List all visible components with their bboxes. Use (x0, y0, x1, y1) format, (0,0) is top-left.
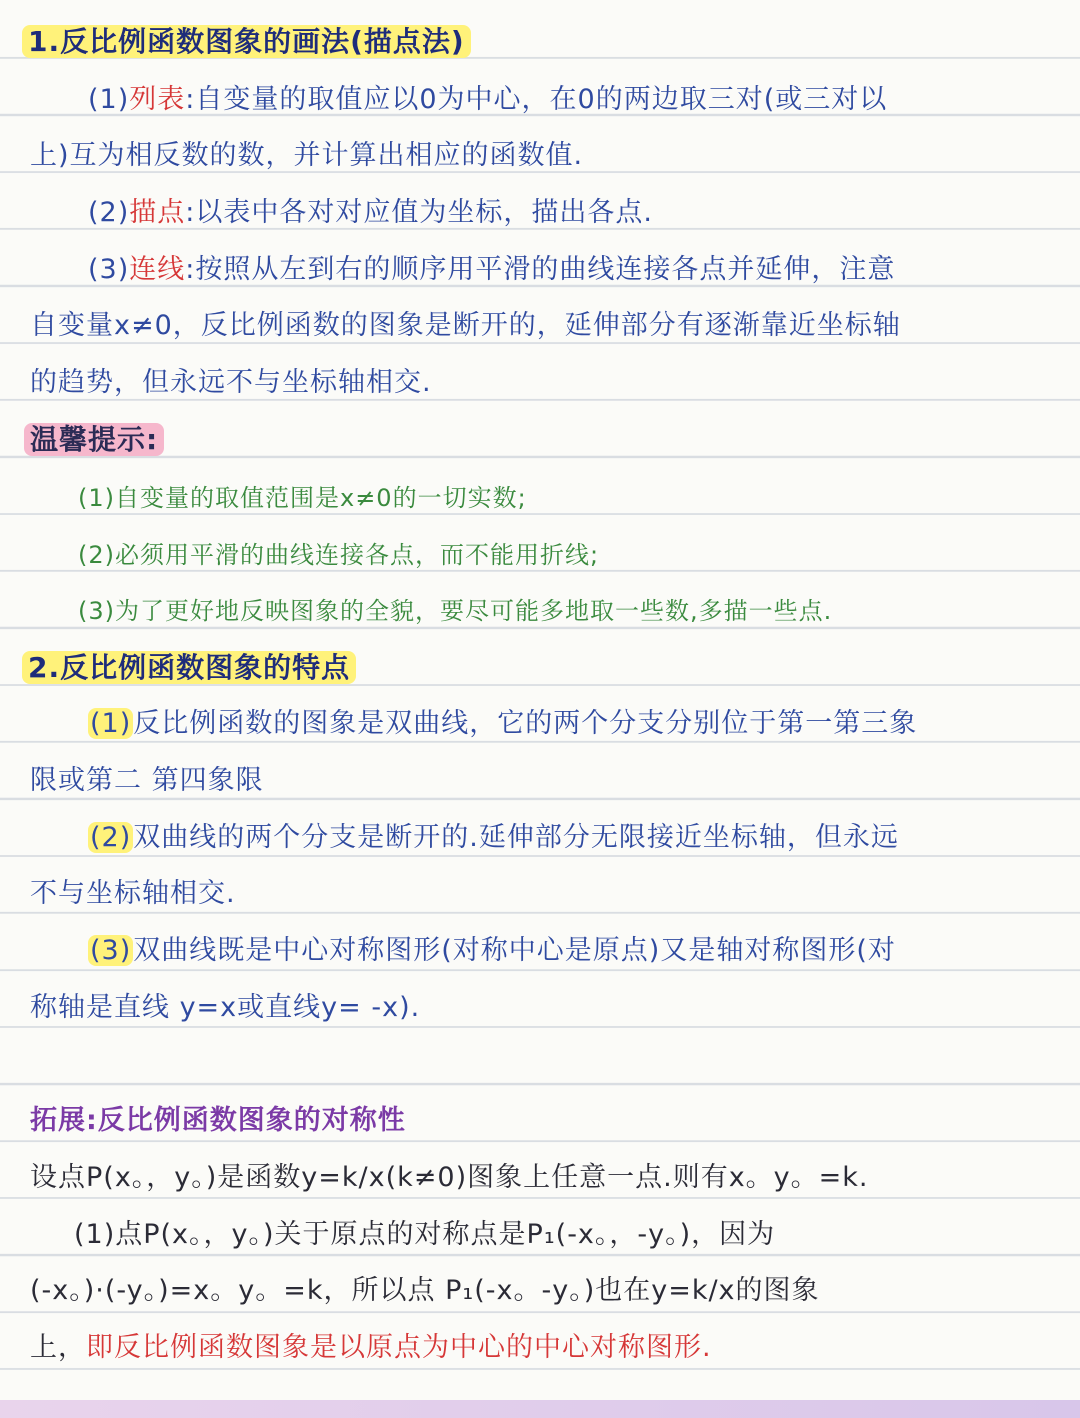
step2-keyword: 描点 (129, 197, 186, 228)
tip2: (2)必须用平滑的曲线连接各点，而不能用折线; (78, 541, 600, 569)
section1-title: 1.反比例函数图象的画法(描点法) (22, 25, 471, 58)
step2-prefix: (2) (88, 197, 130, 228)
extension-title: 拓展:反比例函数图象的对称性 (30, 1105, 406, 1136)
feature1-text2: 限或第二 第四象限 (30, 765, 264, 796)
extension-line3 (0, 1263, 1080, 1319)
step1-text1: :自变量的取值应以0为中心，在0的两边取三对(或三对以 (185, 84, 888, 115)
step1-line2 (0, 128, 1080, 184)
tips-title-line (0, 412, 1080, 468)
feature3-prefix: (3) (90, 935, 132, 966)
feature3-line2 (0, 980, 1080, 1036)
step3-text3: 的趋势，但永远不与坐标轴相交. (30, 367, 432, 398)
tip3: (3)为了更好地反映图象的全貌，要尽可能多地取一些数,多描一些点. (78, 597, 833, 625)
tip1: (1)自变量的取值范围是x≠0的一切实数; (78, 484, 527, 512)
step3-text1: :按照从左到右的顺序用平滑的曲线连接各点并延伸，注意 (185, 254, 896, 285)
feature3-text1: 双曲线既是中心对称图形(对称中心是原点)又是轴对称图形(对 (133, 935, 896, 966)
step3-keyword: 连线 (129, 254, 186, 285)
extension-text2: (1)点P(x。，y。)关于原点的对称点是P₁(-x。，-y。)，因为 (74, 1219, 776, 1250)
extension-text4-start: 上， (30, 1332, 86, 1363)
extension-text1: 设点P(x。，y。)是函数y=k/x(k≠0)图象上任意一点.则有x。y。=k. (30, 1162, 869, 1193)
feature2-text2: 不与坐标轴相交. (30, 878, 236, 909)
feature2-line1 (0, 810, 1080, 866)
step1-line1 (0, 72, 1080, 128)
step3-text2: 自变量x≠0，反比例函数的图象是断开的，延伸部分有逐渐靠近坐标轴 (30, 310, 901, 341)
step3-line2 (0, 298, 1080, 354)
section2-title: 2.反比例函数图象的特点 (22, 651, 356, 684)
extension-line1 (0, 1150, 1080, 1206)
step3-prefix: (3) (88, 254, 130, 285)
tips-title: 温馨提示: (24, 423, 164, 456)
step1-text2: 上)互为相反数的数，并计算出相应的函数值. (30, 140, 584, 171)
extension-conclusion: 即反比例函数图象是以原点为中心的中心对称图形. (86, 1332, 712, 1363)
step1-prefix: (1) (88, 84, 130, 115)
feature2-line2 (0, 866, 1080, 922)
extension-text3: (-x。)·(-y。)=x。y。=k，所以点 P₁(-x。-y。)也在y=k/x的图象 (30, 1275, 820, 1306)
step3-line1 (0, 242, 1080, 298)
extension-title-line (0, 1093, 1080, 1149)
tip1-line (0, 470, 1080, 526)
extension-line4 (0, 1320, 1080, 1376)
feature2-prefix: (2) (90, 822, 132, 853)
feature1-prefix: (1) (90, 708, 132, 739)
extension-line2 (0, 1207, 1080, 1263)
step2-line (0, 185, 1080, 241)
feature1-line1 (0, 696, 1080, 752)
feature2-text1: 双曲线的两个分支是断开的.延伸部分无限接近坐标轴，但永远 (133, 822, 899, 853)
section2-title-line (0, 640, 1080, 696)
step2-text: :以表中各对对应值为坐标，描出各点. (185, 197, 653, 228)
step3-line3 (0, 355, 1080, 411)
feature1-text1: 反比例函数的图象是双曲线，它的两个分支分别位于第一第三象 (133, 708, 918, 739)
feature3-text2: 称轴是直线 y=x或直线y= -x). (30, 992, 421, 1023)
feature3-line1 (0, 923, 1080, 979)
step1-keyword: 列表 (129, 84, 186, 115)
tip3-line (0, 583, 1080, 639)
feature1-line2 (0, 753, 1080, 809)
tip2-line (0, 527, 1080, 583)
section1-title-line (0, 14, 1080, 70)
bottom-decoration-bar (0, 1400, 1080, 1418)
